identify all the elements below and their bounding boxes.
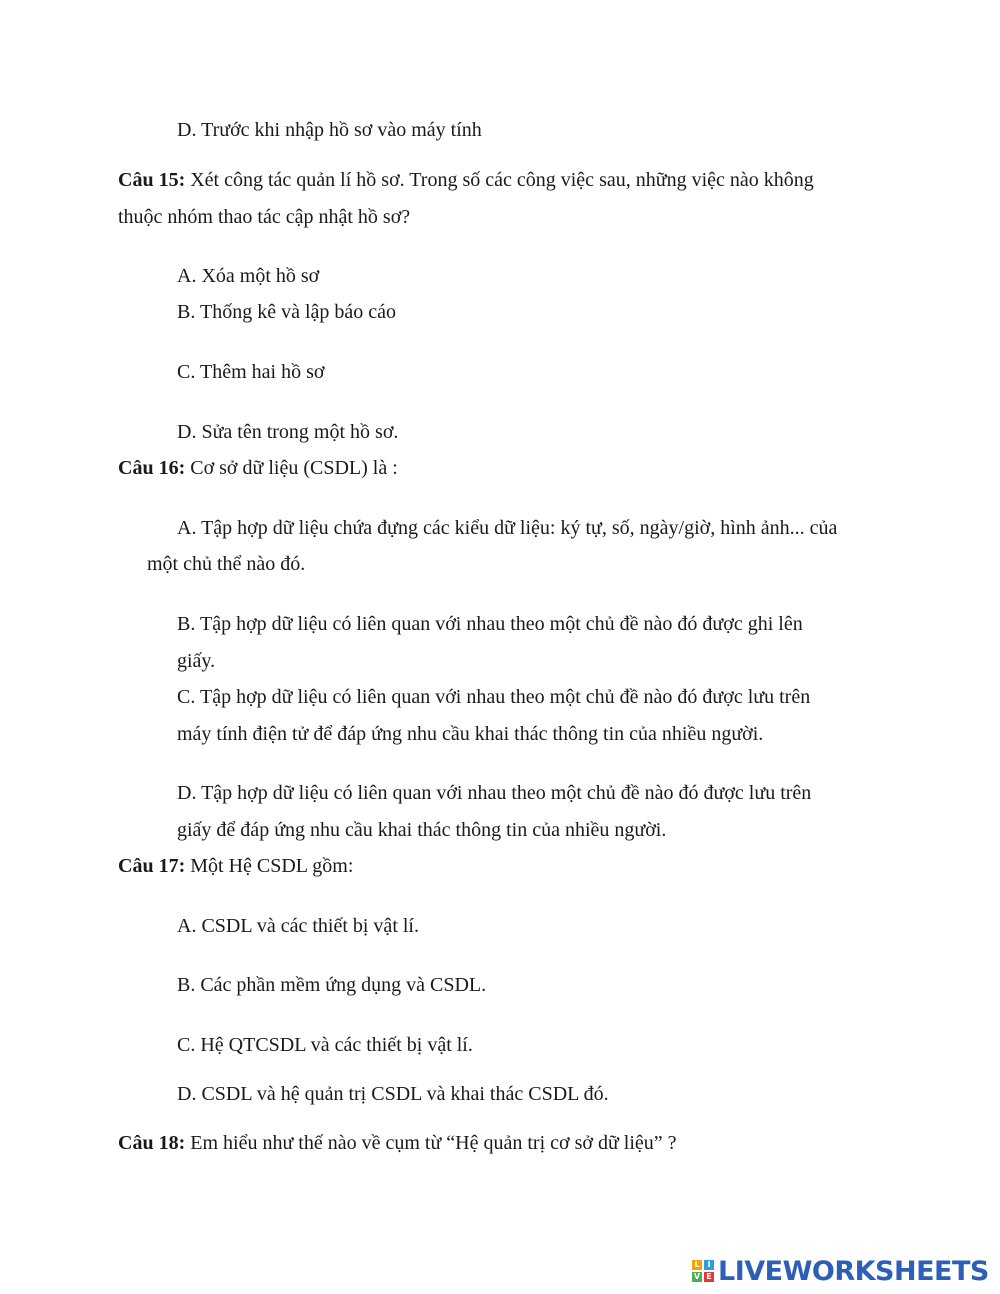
q18-text: Em hiểu như thế nào về cụm từ “Hệ quản trị cơ sở dữ liệu” ? <box>190 1132 677 1154</box>
logo-mark-letter: I <box>704 1260 714 1270</box>
q17-option-a: A. CSDL và các thiết bị vật lí. <box>177 915 419 937</box>
logo-mark-letter: V <box>693 1272 701 1281</box>
q17-question <box>118 854 353 878</box>
liveworksheets-logo <box>692 1255 989 1287</box>
q16-option-d-line2: giấy để đáp ứng nhu cầu khai thác thông tin của nhiều người. <box>177 819 667 841</box>
q15-text: Xét công tác quản lí hồ sơ. Trong số các công việc sau, những việc nào không <box>190 169 814 191</box>
q17-option-b: B. Các phần mềm ứng dụng và CSDL. <box>177 974 487 996</box>
q15-option-a: A. Xóa một hồ sơ <box>177 265 320 287</box>
q15-label: Câu 15: <box>118 169 186 191</box>
q17-label: Câu 17: <box>118 855 186 877</box>
logo-mark-letter: L <box>692 1260 702 1270</box>
q16-option-c-line1: C. Tập hợp dữ liệu có liên quan với nhau theo một chủ đề nào đó được lưu trên <box>177 686 811 708</box>
liveworksheets-logo-text: LIVEWORKSHEETS <box>718 1255 989 1287</box>
q15-option-d: D. Sửa tên trong một hồ sơ. <box>177 421 399 443</box>
q16-label: Câu 16: <box>118 457 186 479</box>
q16-option-c-line2: máy tính điện tử để đáp ứng nhu cầu khai thác thông tin của nhiều người. <box>177 723 764 745</box>
q16-option-b-line2: giấy. <box>177 650 216 672</box>
q15-option-c: C. Thêm hai hồ sơ <box>177 361 325 383</box>
q18-question <box>118 1131 677 1155</box>
q15-question-line2: thuộc nhóm thao tác cập nhật hồ sơ? <box>118 206 411 228</box>
q17-option-d: D. CSDL và hệ quản trị CSDL và khai thác CSDL đó. <box>177 1083 609 1105</box>
q16-option-d-line1: D. Tập hợp dữ liệu có liên quan với nhau theo một chủ đề nào đó được lưu trên <box>177 782 812 804</box>
logo-mark-letter: E <box>704 1272 714 1282</box>
q15-option-b: B. Thống kê và lập báo cáo <box>177 301 397 323</box>
q16-option-a-line2: một chủ thể nào đó. <box>147 553 306 575</box>
q16-option-a-line1: A. Tập hợp dữ liệu chứa đựng các kiểu dữ liệu: ký tự, số, ngày/giờ, hình ảnh... của <box>177 517 838 539</box>
q17-option-c: C. Hệ QTCSDL và các thiết bị vật lí. <box>177 1034 473 1056</box>
q14-option-d: D. Trước khi nhập hồ sơ vào máy tính <box>177 119 482 141</box>
q16-option-b-line1: B. Tập hợp dữ liệu có liên quan với nhau theo một chủ đề nào đó được ghi lên <box>177 613 803 635</box>
q16-text: Cơ sở dữ liệu (CSDL) là : <box>190 457 398 479</box>
q18-label: Câu 18: <box>118 1132 186 1154</box>
liveworksheets-logo-icon <box>692 1260 714 1282</box>
q17-text: Một Hệ CSDL gồm: <box>190 855 354 877</box>
q15-question-line1 <box>118 168 814 192</box>
q16-question <box>118 456 398 480</box>
